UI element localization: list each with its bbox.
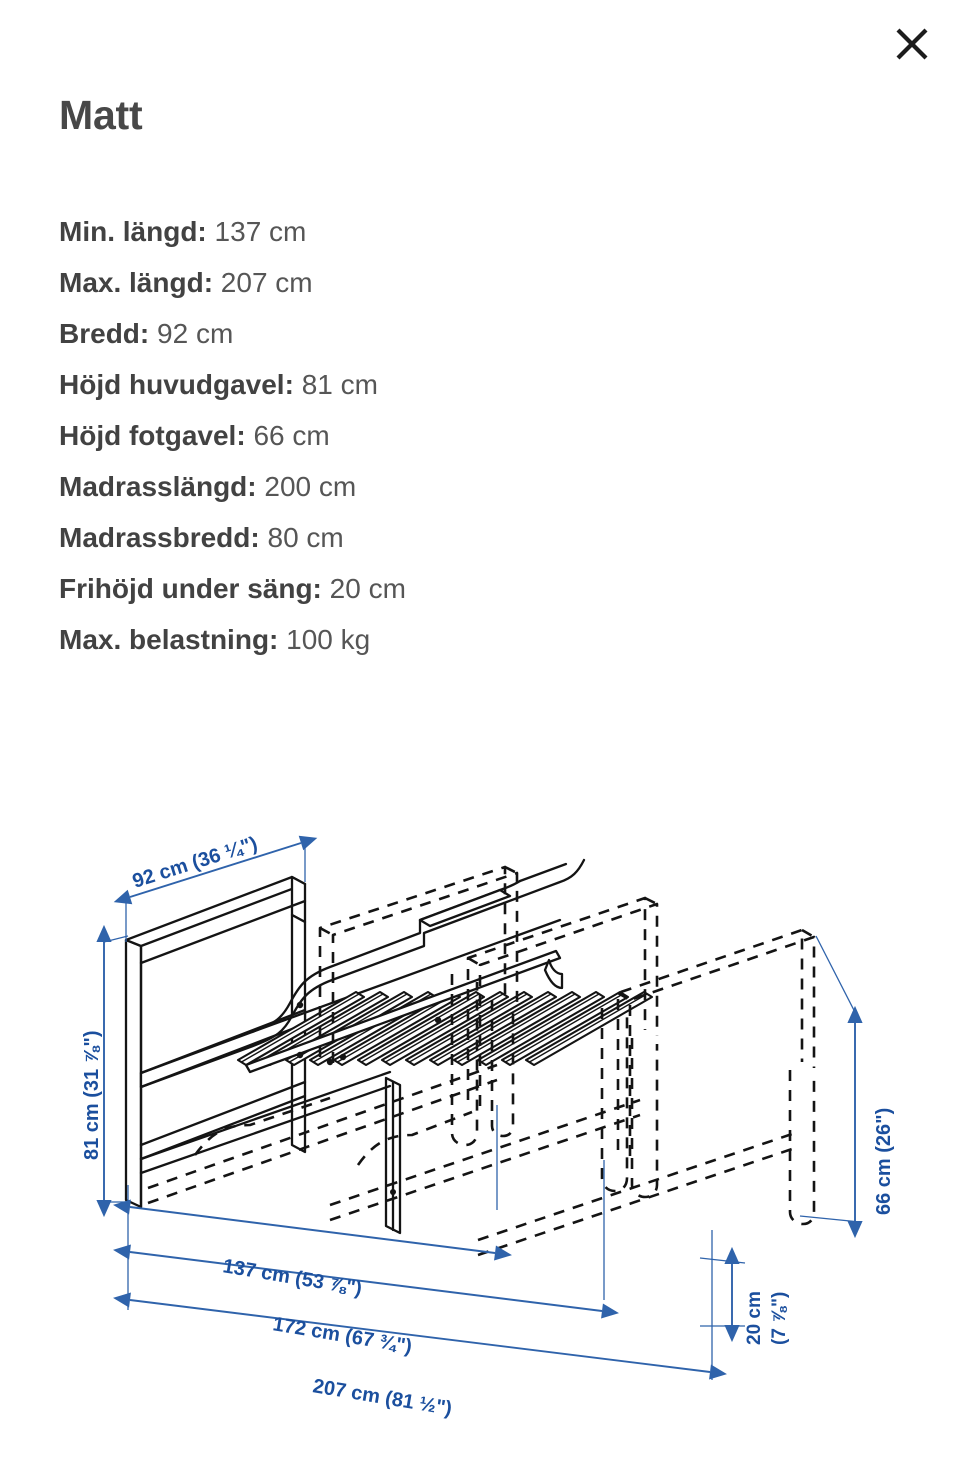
spec-label: Min. längd:: [59, 216, 207, 247]
spec-value: 66 cm: [253, 420, 330, 451]
spec-row-max-load: [59, 614, 699, 665]
spec-value: 137 cm: [214, 216, 307, 247]
spec-value: 81 cm: [301, 369, 378, 400]
dimension-label-max-length: 207 cm (81 ½"): [311, 1375, 454, 1421]
spec-label: Max. längd:: [59, 267, 214, 298]
close-icon: [895, 27, 929, 61]
spec-row-mattress-length: [59, 461, 699, 512]
dimension-label-min-length: 137 cm (53 ⅞"): [221, 1255, 364, 1301]
spec-label: Höjd huvudgavel:: [59, 369, 294, 400]
spec-row-min-length: [59, 206, 699, 257]
specification-list: [59, 206, 699, 665]
spec-label: Bredd:: [59, 318, 150, 349]
spec-label: Frihöjd under säng:: [59, 573, 322, 604]
spec-label: Max. belastning:: [59, 624, 279, 655]
close-button[interactable]: [888, 20, 936, 68]
spec-value: 207 cm: [220, 267, 313, 298]
spec-row-headboard-height: [59, 359, 699, 410]
spec-value: 100 kg: [286, 624, 371, 655]
spec-label: Madrasslängd:: [59, 471, 257, 502]
dimension-label-mid-length: 172 cm (67 ¾"): [271, 1313, 414, 1359]
spec-label: Höjd fotgavel:: [59, 420, 246, 451]
spec-value: 92 cm: [157, 318, 234, 349]
spec-value: 80 cm: [267, 522, 344, 553]
spec-row-footboard-height: [59, 410, 699, 461]
dimension-label-width: 92 cm (36 ¼"): [129, 832, 261, 893]
page-title: Matt: [59, 92, 143, 138]
spec-label: Madrassbredd:: [59, 522, 260, 553]
dimension-label-head-height: 81 cm (31 ⅞"): [81, 1030, 103, 1160]
spec-value: 20 cm: [329, 573, 406, 604]
spec-row-mattress-width: [59, 512, 699, 563]
extendable-bed-dimension-drawing: [0, 760, 960, 1460]
dimension-label-foot-height: 66 cm (26"): [873, 1107, 895, 1215]
spec-value: 200 cm: [264, 471, 357, 502]
spec-row-max-length: [59, 257, 699, 308]
spec-row-width: [59, 308, 699, 359]
spec-row-under-bed-clearance: [59, 563, 699, 614]
dimension-label-clearance-cm: 20 cm: [744, 1291, 765, 1345]
dimension-label-clearance-inch: (7 ⅞"): [769, 1291, 790, 1345]
